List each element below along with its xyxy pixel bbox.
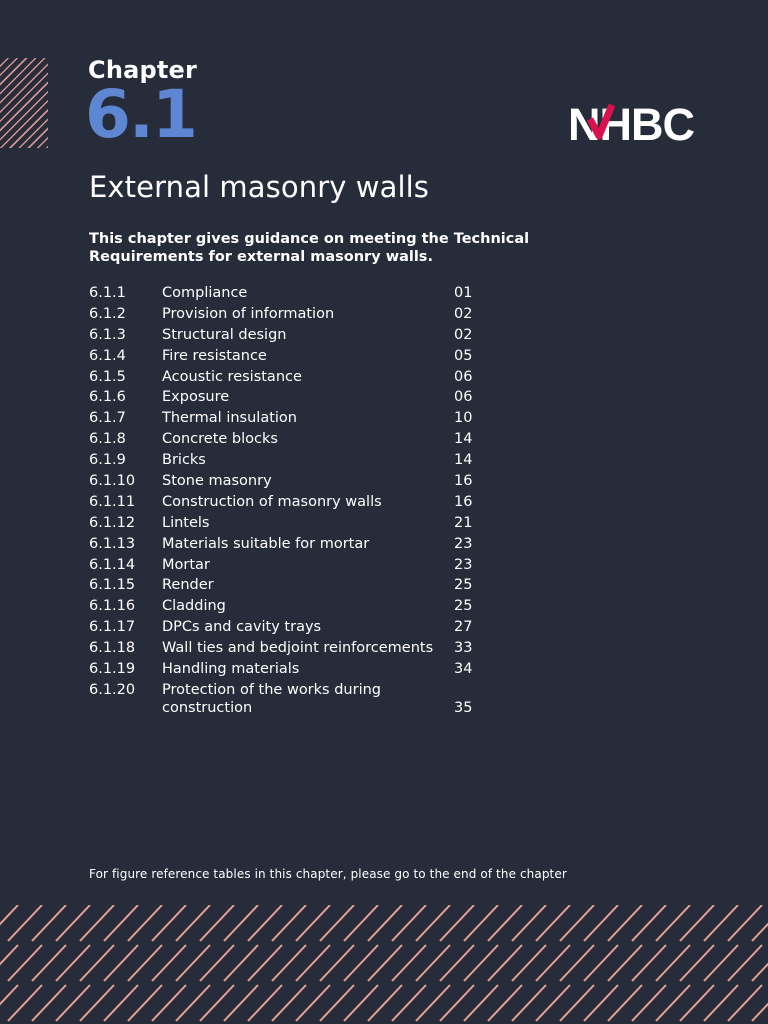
toc-row[interactable] [89, 577, 489, 595]
toc-row[interactable] [89, 369, 489, 387]
toc-title: Lintels [162, 514, 210, 531]
toc-title: Construction of masonry walls [162, 493, 382, 510]
toc-row[interactable] [89, 473, 489, 491]
toc-page-number: 01 [454, 285, 473, 301]
toc-page-number: 06 [454, 389, 473, 406]
toc-page-number: 16 [454, 493, 473, 510]
toc-number: 6.1.11 [89, 493, 136, 510]
hatch-stroke [752, 985, 768, 1021]
toc-row[interactable] [89, 494, 489, 512]
toc-title: Structural design [162, 326, 287, 343]
page-title: External masonry walls [89, 170, 430, 204]
toc-row[interactable] [89, 598, 489, 616]
toc-number: 6.1.6 [89, 389, 126, 406]
toc-number: 6.1.12 [89, 514, 136, 531]
hatch-stroke [0, 945, 18, 981]
toc-row[interactable] [89, 348, 489, 366]
toc-page-number: 02 [454, 305, 473, 322]
toc-page-number: 35 [454, 699, 473, 716]
toc-title: Provision of information [162, 305, 335, 322]
toc-number: 6.1.3 [89, 326, 126, 343]
toc-row[interactable] [89, 536, 489, 554]
toc-number: 6.1.9 [89, 452, 126, 469]
toc-number: 6.1.8 [89, 431, 126, 448]
toc-title: DPCs and cavity trays [162, 619, 322, 636]
hatch-stroke [0, 985, 18, 1021]
toc-title: Wall ties and bedjoint reinforcements [162, 640, 434, 657]
toc-number: 6.1.19 [89, 661, 136, 678]
toc-page-number: 34 [454, 661, 473, 678]
toc-row[interactable] [89, 327, 489, 345]
logo-text: NHBC [568, 99, 694, 150]
decorative-hatch-top [0, 58, 48, 148]
nhbc-logo [568, 99, 714, 150]
toc-page-number: 05 [454, 347, 473, 364]
toc-title: Acoustic resistance [162, 368, 302, 385]
toc-page-number: 14 [454, 431, 473, 448]
toc-title: Protection of the works during construction [162, 681, 381, 716]
toc-row[interactable] [89, 640, 489, 658]
toc-row[interactable] [89, 389, 489, 407]
toc-number: 6.1.10 [89, 473, 136, 490]
toc-number: 6.1.14 [89, 556, 136, 573]
toc-number: 6.1.5 [89, 368, 126, 385]
toc-title: Exposure [162, 389, 230, 406]
toc-row[interactable] [89, 431, 489, 449]
toc-row[interactable] [89, 285, 489, 303]
toc-number: 6.1.18 [89, 640, 136, 657]
toc-row[interactable] [89, 306, 489, 324]
toc-page-number: 23 [454, 535, 473, 552]
toc-page-number: 25 [454, 598, 473, 615]
toc-number: 6.1.20 [89, 681, 136, 698]
toc-page-number: 16 [454, 473, 473, 490]
toc-number: 6.1.1 [89, 285, 126, 301]
toc-title: Materials suitable for mortar [162, 535, 370, 552]
chapter-number: 6.1 [85, 76, 196, 153]
toc-row[interactable] [89, 410, 489, 428]
toc-title: Bricks [162, 452, 206, 469]
toc-page-number: 10 [454, 410, 473, 427]
toc-page-number: 23 [454, 556, 473, 573]
hatch-stroke [0, 905, 18, 941]
toc-number: 6.1.7 [89, 410, 126, 427]
toc-row[interactable] [89, 452, 489, 470]
toc-page-number: 25 [454, 577, 473, 594]
chapter-label: Chapter [88, 56, 198, 84]
toc-page-number: 33 [454, 640, 473, 657]
table-of-contents [89, 285, 489, 721]
toc-number: 6.1.17 [89, 619, 136, 636]
toc-title: Stone masonry [162, 473, 272, 490]
toc-number: 6.1.13 [89, 535, 136, 552]
logo-check-icon [568, 99, 714, 150]
toc-number: 6.1.2 [89, 305, 126, 322]
toc-number: 6.1.15 [89, 577, 136, 594]
toc-title: Compliance [162, 285, 248, 301]
decorative-hatch-bottom [0, 905, 768, 1024]
toc-page-number: 27 [454, 619, 473, 636]
hatch-stroke [752, 905, 768, 941]
toc-title: Thermal insulation [162, 410, 297, 427]
toc-row[interactable] [89, 661, 489, 679]
toc-page-number: 06 [454, 368, 473, 385]
toc-page-number: 02 [454, 326, 473, 343]
toc-title: Fire resistance [162, 347, 267, 364]
toc-title: Render [162, 577, 214, 594]
toc-row[interactable] [89, 557, 489, 575]
toc-row[interactable] [89, 515, 489, 533]
hatch-stroke [752, 945, 768, 981]
toc-title: Concrete blocks [162, 431, 278, 448]
toc-title: Mortar [162, 556, 210, 573]
intro-text: This chapter gives guidance on meeting the Technical Requirements for external masonry walls. [89, 231, 530, 265]
toc-title: Cladding [162, 598, 226, 615]
toc-page-number: 21 [454, 514, 473, 531]
toc-row[interactable] [89, 682, 489, 718]
toc-number: 6.1.4 [89, 347, 126, 364]
footnote: For figure reference tables in this chapter, please go to the end of the chapter [89, 867, 567, 881]
toc-title: Handling materials [162, 661, 300, 678]
toc-page-number: 14 [454, 452, 473, 469]
toc-number: 6.1.16 [89, 598, 136, 615]
toc-row[interactable] [89, 619, 489, 637]
